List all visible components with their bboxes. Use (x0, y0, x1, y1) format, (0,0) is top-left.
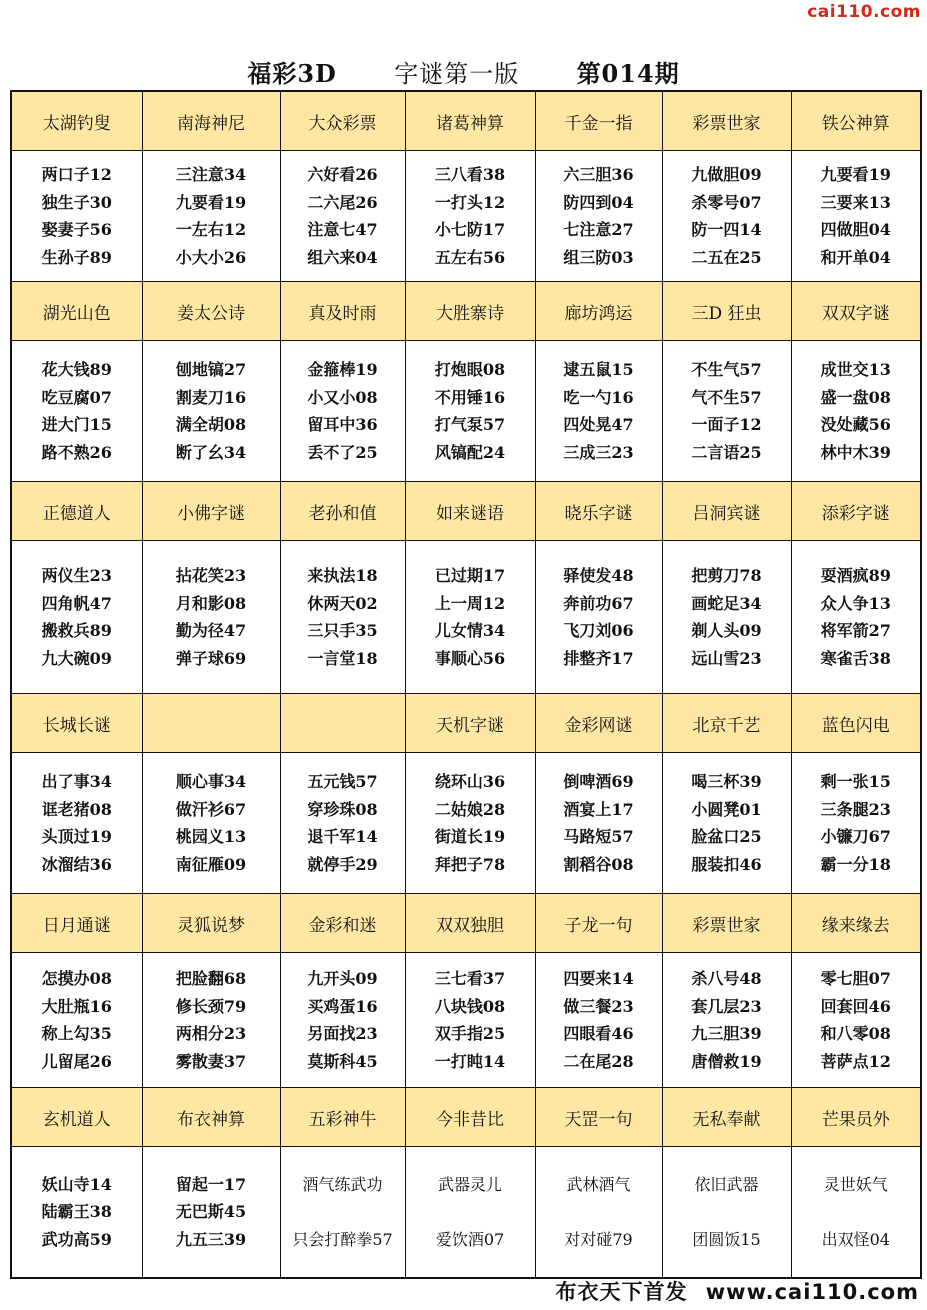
riddle-line: 退千军14 (307, 827, 378, 846)
riddle-line: 倒啤酒69 (563, 772, 634, 791)
section-header-row (11, 482, 921, 541)
riddle-line: 诓老猪08 (41, 799, 112, 819)
riddle-line: 驿使发48 (563, 566, 634, 585)
riddle-line: 组六来04 (307, 247, 378, 267)
riddle-line: 杀八号48 (691, 969, 762, 988)
author-name: 千金一指 (535, 91, 662, 151)
riddle-cell (280, 151, 405, 282)
riddle-line: 拜把子78 (434, 854, 506, 874)
riddle-line: 九做胆09 (691, 165, 762, 184)
riddle-line: 杀零号07 (691, 192, 762, 212)
riddle-line: 弹子球69 (175, 648, 247, 668)
section-header-row (11, 282, 921, 341)
section-riddle-row (11, 953, 921, 1088)
riddle-line: 两仪生23 (41, 566, 112, 585)
author-name: 姜太公诗 (142, 282, 280, 341)
riddle-line: 没处藏56 (820, 415, 891, 434)
riddle-cell (11, 151, 142, 282)
riddle-line: 做三餐23 (563, 996, 634, 1016)
riddle-line: 二五在25 (691, 247, 762, 267)
author-name: 诸葛神算 (405, 91, 535, 151)
riddle-line: 莫斯科45 (307, 1051, 378, 1071)
riddle-line: 三要来13 (820, 192, 891, 212)
riddle-line: 做汗衫67 (175, 799, 247, 819)
riddle-line: 寒雀舌38 (820, 648, 891, 668)
riddle-line (406, 1198, 535, 1226)
author-name: 灵狐说梦 (142, 894, 280, 953)
riddle-line: 勤为径47 (175, 621, 247, 640)
author-name: 金彩网谜 (535, 694, 662, 753)
riddle-line: 喝三杯39 (691, 772, 762, 791)
riddle-cell (405, 341, 535, 482)
riddle-line: 霸一分18 (820, 854, 891, 874)
riddle-cell (535, 1147, 662, 1279)
riddle-line: 已过期17 (434, 566, 506, 585)
riddle-cell (11, 1147, 142, 1279)
riddle-line: 花大钱89 (41, 360, 112, 379)
author-name: 天机字谜 (405, 694, 535, 753)
riddle-line: 休两天02 (307, 593, 378, 613)
riddle-cell (405, 151, 535, 282)
author-name: 日月通谜 (11, 894, 142, 953)
riddle-cell (280, 953, 405, 1088)
riddle-line: 绕环山36 (434, 772, 506, 791)
riddle-line: 不用锤16 (434, 387, 506, 407)
riddle-line: 酒宴上17 (563, 799, 634, 819)
riddle-line: 穿珍珠08 (307, 799, 378, 819)
riddle-line: 服装扣46 (691, 854, 762, 874)
riddle-cell (11, 753, 142, 894)
riddle-cell (662, 541, 791, 694)
riddle-line: 搬救兵89 (41, 621, 112, 640)
riddle-line: 另面找23 (307, 1024, 378, 1043)
riddle-line: 南征雁09 (175, 854, 247, 874)
author-name: 湖光山色 (11, 282, 142, 341)
riddle-line: 三七看37 (434, 969, 506, 988)
riddle-line: 出了事34 (41, 772, 112, 791)
riddle-cell (791, 341, 921, 482)
page-title (0, 54, 927, 89)
riddle-line: 防四到04 (563, 192, 634, 212)
section-header-row (11, 1088, 921, 1147)
author-name: 太湖钓叟 (11, 91, 142, 151)
riddle-line: 就停手29 (307, 854, 378, 874)
riddle-cell (11, 341, 142, 482)
riddle-cell (662, 341, 791, 482)
riddle-cell (11, 541, 142, 694)
author-name: 缘来缘去 (791, 894, 921, 953)
lottery-name: 福彩3D (247, 59, 337, 88)
riddle-line: 不生气57 (691, 360, 762, 379)
section-riddle-row (11, 753, 921, 894)
author-name: 廊坊鸿运 (535, 282, 662, 341)
riddle-line: 剩一张15 (820, 772, 891, 791)
author-name: 双双字谜 (791, 282, 921, 341)
riddle-line: 一左右12 (175, 220, 247, 239)
riddle-line: 奔前功67 (563, 593, 634, 613)
riddle-line: 二在尾28 (563, 1051, 634, 1071)
riddle-cell (662, 151, 791, 282)
author-name: 子龙一句 (535, 894, 662, 953)
riddle-line: 留起一17 (175, 1174, 247, 1194)
riddle-line: 耍酒疯89 (820, 566, 891, 585)
riddle-cell (142, 151, 280, 282)
author-name: 彩票世家 (662, 894, 791, 953)
author-name: 无私奉献 (662, 1088, 791, 1147)
riddle-line: 小七防17 (434, 220, 506, 239)
riddle-line: 逮五鼠15 (563, 360, 634, 379)
footer-credit (555, 1276, 919, 1306)
site-logo[interactable]: cai110.com (807, 2, 921, 22)
author-name: 今非昔比 (405, 1088, 535, 1147)
riddle-cell (280, 753, 405, 894)
author-name: 真及时雨 (280, 282, 405, 341)
riddle-line: 吃一勺16 (563, 387, 634, 407)
section-riddle-row (11, 151, 921, 282)
riddle-line: 妖山寺14 (41, 1174, 112, 1194)
riddle-line: 割稻谷08 (563, 854, 634, 874)
riddle-line: 五元钱57 (307, 772, 378, 791)
riddle-cell (142, 1147, 280, 1279)
riddle-line (792, 1198, 921, 1226)
riddle-line: 儿留尾26 (41, 1051, 112, 1071)
riddle-line: 打气泵57 (434, 415, 506, 434)
riddle-line: 六三胆36 (563, 165, 634, 184)
riddle-cell (405, 753, 535, 894)
riddle-line: 娶妻子56 (41, 220, 112, 239)
riddle-line: 一言堂18 (307, 648, 378, 668)
riddle-line: 只会打醉拳57 (292, 1230, 393, 1249)
riddle-line: 二姑娘28 (434, 799, 506, 819)
riddle-line: 雾散妻37 (175, 1051, 247, 1071)
riddle-cell (142, 953, 280, 1088)
riddle-line: 众人争13 (820, 593, 891, 613)
author-name: 双双独胆 (405, 894, 535, 953)
riddle-line: 九大碗09 (41, 648, 112, 668)
riddle-line: 无巴斯45 (175, 1202, 247, 1222)
riddle-line: 上一周12 (434, 593, 506, 613)
riddle-line: 一打头12 (434, 192, 506, 212)
riddle-line: 事顺心56 (434, 648, 506, 668)
author-name: 三D 狂虫 (662, 282, 791, 341)
author-name: 吕洞宾谜 (662, 482, 791, 541)
author-name: 正德道人 (11, 482, 142, 541)
riddle-line: 路不熟26 (41, 442, 112, 462)
riddle-line: 六好看26 (307, 165, 378, 184)
riddle-line: 两相分23 (175, 1024, 247, 1043)
riddle-line: 陆霸王38 (41, 1202, 112, 1222)
section-header-row (11, 894, 921, 953)
riddle-line: 打炮眼08 (434, 360, 506, 379)
riddle-line: 满全胡08 (175, 415, 247, 434)
riddle-cell (791, 1147, 921, 1279)
riddle-line: 依旧武器 (694, 1174, 759, 1194)
footer-text: 布衣天下首发 (555, 1280, 688, 1304)
riddle-line: 五左右56 (434, 247, 506, 267)
riddle-line: 零七胆07 (820, 969, 891, 988)
riddle-cell (791, 151, 921, 282)
author-name: 大胜寨诗 (405, 282, 535, 341)
author-name: 添彩字谜 (791, 482, 921, 541)
riddle-line: 飞刀刘06 (563, 621, 634, 640)
footer-url[interactable]: www.cai110.com (705, 1280, 919, 1304)
riddle-line: 灵世妖气 (823, 1174, 888, 1194)
riddle-line: 九三胆39 (691, 1024, 762, 1043)
riddle-line: 来执法18 (307, 566, 378, 585)
riddle-cell (662, 1147, 791, 1279)
riddle-line: 风镐配24 (434, 442, 506, 462)
riddle-line: 一打盹14 (434, 1051, 506, 1071)
riddle-line: 四做胆04 (820, 220, 891, 239)
author-name: 晓乐字谜 (535, 482, 662, 541)
riddle-cell (535, 953, 662, 1088)
riddle-line: 儿女情34 (434, 621, 506, 640)
riddle-line: 林中木39 (820, 442, 891, 462)
riddle-line: 盛一盘08 (820, 387, 891, 407)
riddle-line: 回套回46 (820, 996, 891, 1016)
riddle-line: 菩萨点12 (820, 1051, 891, 1071)
riddle-line: 唐僧救19 (691, 1051, 762, 1071)
author-name: 天罡一句 (535, 1088, 662, 1147)
riddle-line: 爱饮酒07 (435, 1230, 505, 1249)
author-name: 五彩神牛 (280, 1088, 405, 1147)
riddle-line: 进大门15 (41, 415, 112, 434)
section-riddle-row (11, 1147, 921, 1279)
riddle-line: 四处晃47 (563, 415, 634, 434)
riddle-cell (535, 541, 662, 694)
riddle-line: 顺心事34 (175, 772, 247, 791)
riddle-line: 酒气练武功 (302, 1174, 383, 1194)
riddle-line: 三条腿23 (820, 799, 891, 819)
riddle-line: 买鸡蛋16 (307, 996, 378, 1016)
riddle-line: 排整齐17 (563, 648, 634, 668)
riddle-line: 把脸翻68 (175, 969, 247, 988)
riddle-cell (11, 953, 142, 1088)
author-name: 老孙和值 (280, 482, 405, 541)
riddle-line: 三成三23 (563, 442, 634, 462)
riddle-line: 冰溜结36 (41, 854, 112, 874)
riddle-line: 九开头09 (307, 969, 378, 988)
riddle-cell (280, 1147, 405, 1279)
edition-name: 字谜第一版 (394, 60, 520, 88)
riddle-line: 组三防03 (563, 247, 634, 267)
riddle-line: 双手指25 (434, 1024, 506, 1043)
riddle-cell (791, 541, 921, 694)
riddle-line: 防一四14 (691, 220, 762, 239)
riddle-line: 生孙子89 (41, 247, 112, 267)
riddle-line: 四眼看46 (563, 1024, 634, 1043)
riddle-line: 金箍棒19 (307, 360, 378, 379)
riddle-line: 刨地镐27 (175, 360, 247, 379)
riddle-line: 武器灵儿 (437, 1174, 502, 1194)
riddle-cell (535, 341, 662, 482)
riddle-line: 武林酒气 (566, 1174, 631, 1194)
riddle-line: 将军箭27 (820, 621, 891, 640)
riddle-line: 头顶过19 (41, 827, 112, 846)
author-name: 彩票世家 (662, 91, 791, 151)
riddle-line: 小大小26 (175, 247, 247, 267)
riddle-line: 套几层23 (691, 996, 762, 1016)
author-name: 芒果员外 (791, 1088, 921, 1147)
riddle-line: 武功高59 (41, 1229, 112, 1249)
riddle-line (663, 1198, 791, 1226)
riddle-line: 远山雪23 (691, 648, 762, 668)
riddle-line: 气不生57 (691, 387, 762, 407)
riddle-cell (535, 753, 662, 894)
riddle-line: 拈花笑23 (175, 566, 247, 585)
author-name (280, 694, 405, 753)
riddle-line: 八块钱08 (434, 996, 506, 1016)
riddle-line: 对对碰79 (564, 1230, 633, 1249)
author-name (142, 694, 280, 753)
riddle-line: 修长颈79 (175, 996, 247, 1016)
author-name: 布衣神算 (142, 1088, 280, 1147)
riddle-line: 留耳中36 (307, 415, 378, 434)
riddle-cell (280, 541, 405, 694)
issue-number: 第014期 (576, 59, 680, 88)
riddle-line: 成世交13 (820, 360, 891, 379)
author-name: 长城长谜 (11, 694, 142, 753)
riddle-line: 桃园义13 (175, 827, 247, 846)
author-name: 北京千艺 (662, 694, 791, 753)
riddle-line: 和八零08 (820, 1024, 891, 1043)
riddle-line: 断了幺34 (175, 442, 247, 462)
riddle-line: 画蛇足34 (691, 593, 762, 613)
riddle-line: 和开单04 (820, 247, 891, 267)
riddle-line: 两口子12 (41, 165, 112, 184)
author-name: 小佛字谜 (142, 482, 280, 541)
riddle-line: 大肚瓶16 (41, 996, 112, 1016)
riddle-cell (405, 953, 535, 1088)
author-name: 铁公神算 (791, 91, 921, 151)
riddle-cell (405, 541, 535, 694)
section-header-row (11, 694, 921, 753)
author-name: 金彩和迷 (280, 894, 405, 953)
riddle-cell (142, 341, 280, 482)
riddle-line: 称上勾35 (41, 1024, 112, 1043)
author-name: 如来谜语 (405, 482, 535, 541)
riddle-line: 二言语25 (691, 442, 762, 462)
riddle-line: 七注意27 (563, 220, 634, 239)
riddle-line: 四角帆47 (41, 593, 112, 613)
riddle-line: 剃人头09 (691, 621, 762, 640)
riddle-line: 九五三39 (175, 1229, 247, 1249)
riddle-cell (142, 753, 280, 894)
riddle-line: 九要看19 (175, 192, 247, 212)
riddle-line (536, 1198, 662, 1226)
riddle-line (281, 1198, 405, 1226)
riddle-line: 丢不了25 (307, 442, 378, 462)
author-name: 玄机道人 (11, 1088, 142, 1147)
riddle-line: 出双怪04 (821, 1230, 890, 1249)
riddle-line: 四要来14 (563, 969, 634, 988)
riddle-line: 小又小08 (307, 387, 378, 407)
riddle-line: 注意七47 (307, 220, 378, 239)
riddle-line: 一面子12 (691, 415, 762, 434)
riddle-line: 街道长19 (434, 827, 506, 846)
riddle-line: 小镰刀67 (820, 827, 891, 846)
author-name: 蓝色闪电 (791, 694, 921, 753)
riddle-line: 二六尾26 (307, 192, 378, 212)
riddle-cell (280, 341, 405, 482)
riddle-cell (405, 1147, 535, 1279)
author-name: 南海神尼 (142, 91, 280, 151)
riddle-line: 三八看38 (434, 165, 506, 184)
riddle-cell (142, 541, 280, 694)
section-header-row (11, 91, 921, 151)
riddle-cell (791, 953, 921, 1088)
riddle-line: 小圆凳01 (691, 799, 762, 819)
riddle-line: 三只手35 (307, 621, 378, 640)
riddle-line: 割麦刀16 (175, 387, 247, 407)
riddle-line: 三注意34 (175, 165, 247, 184)
riddle-line: 怎摸办08 (41, 969, 112, 988)
riddle-cell (791, 753, 921, 894)
riddle-table (10, 90, 922, 1279)
riddle-line: 吃豆腐07 (41, 387, 112, 407)
riddle-cell (535, 151, 662, 282)
riddle-line: 九要看19 (820, 165, 891, 184)
section-riddle-row (11, 541, 921, 694)
riddle-cell (662, 953, 791, 1088)
riddle-line: 独生子30 (41, 192, 112, 212)
section-riddle-row (11, 341, 921, 482)
author-name: 大众彩票 (280, 91, 405, 151)
riddle-line: 月和影08 (175, 593, 247, 613)
riddle-line: 马路短57 (563, 827, 634, 846)
riddle-line: 把剪刀78 (691, 566, 762, 585)
riddle-cell (662, 753, 791, 894)
riddle-line: 团圆饭15 (692, 1230, 761, 1249)
riddle-line: 脸盆口25 (691, 827, 762, 846)
